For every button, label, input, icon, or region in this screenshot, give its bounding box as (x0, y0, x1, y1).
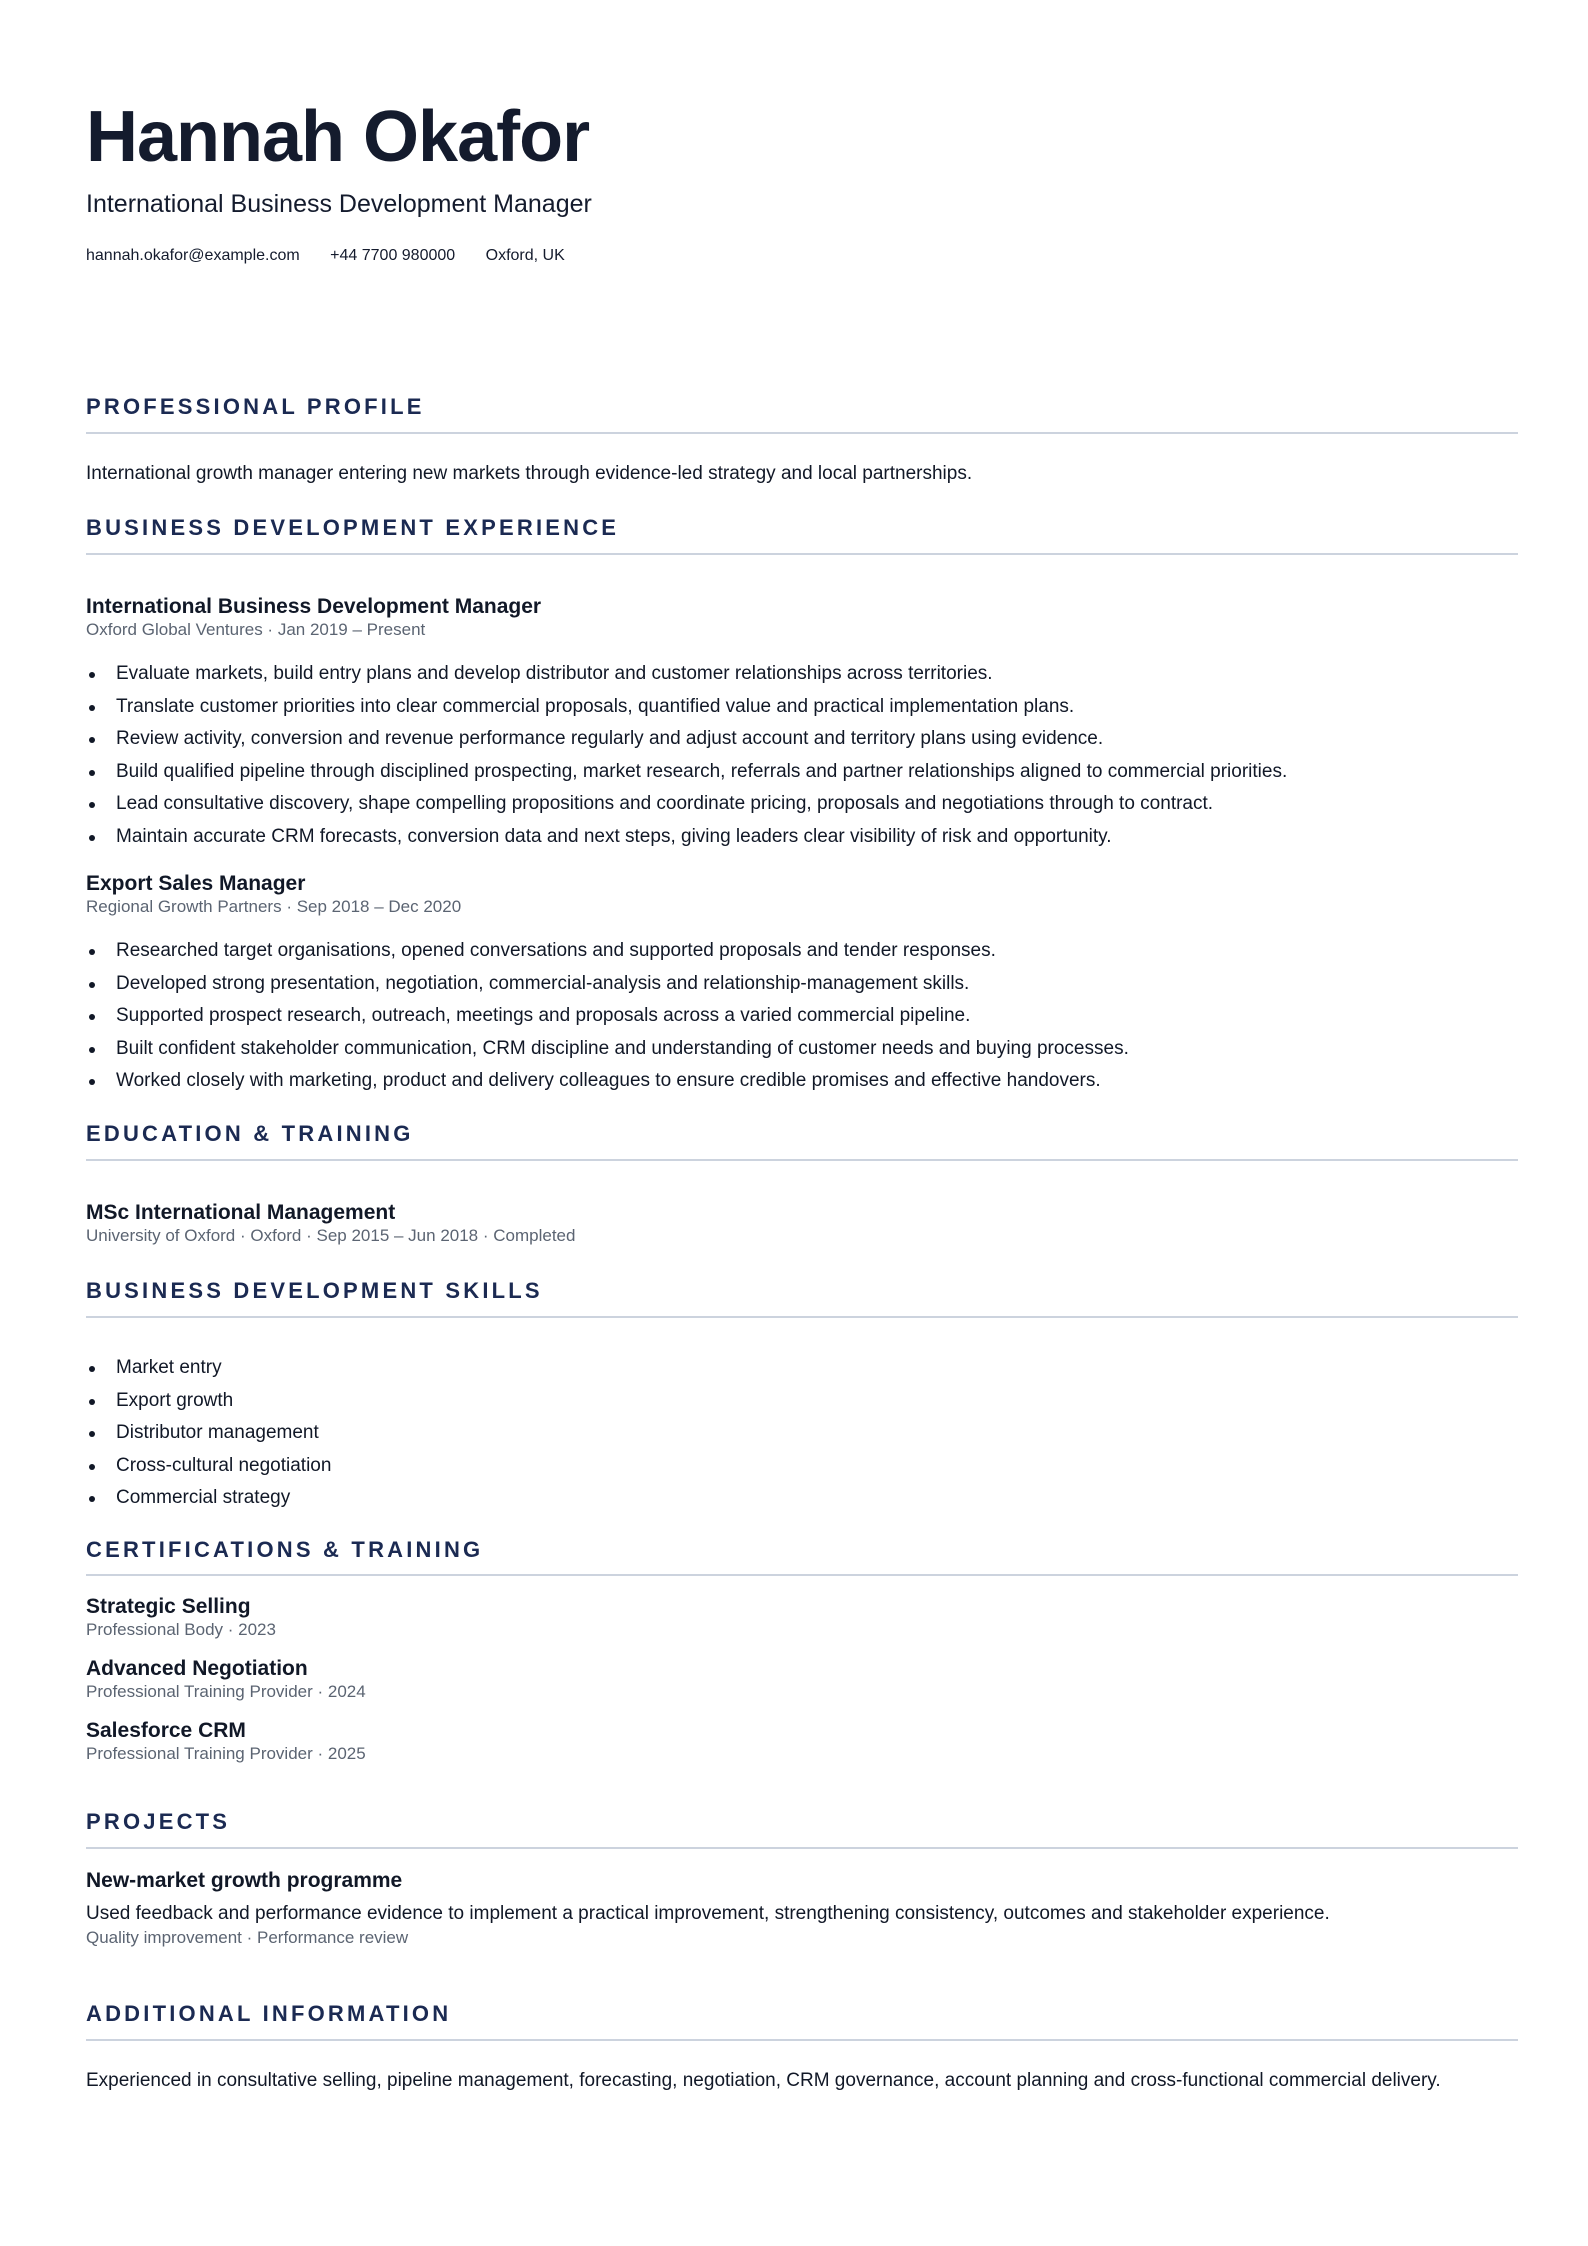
degree-meta: University of Oxford · Oxford · Sep 2015 – Jun 2018 · Completed (86, 1226, 576, 1245)
section-title: PROFESSIONAL PROFILE (86, 394, 425, 419)
section-divider (86, 1574, 1518, 1576)
job-bullets (86, 935, 1129, 1098)
job-meta: Regional Growth Partners · Sep 2018 – Dec 2020 (86, 897, 462, 916)
section-title: CERTIFICATIONS & TRAINING (86, 1537, 484, 1562)
skills-list (86, 1352, 331, 1515)
certification-meta: Professional Training Provider · 2025 (86, 1744, 366, 1763)
section-divider (86, 1847, 1518, 1849)
additional-section (86, 2000, 1518, 2028)
list-item: Developed strong presentation, negotiation, commercial-analysis and relationship-management skills. (86, 968, 1129, 1001)
list-item: Cross-cultural negotiation (86, 1450, 331, 1483)
list-item: Market entry (86, 1352, 331, 1385)
list-item: Translate customer priorities into clear commercial proposals, quantified value and practical implementation plans. (86, 691, 1287, 724)
section-divider (86, 432, 1518, 434)
certification-meta: Professional Body · 2023 (86, 1620, 276, 1639)
section-divider (86, 553, 1518, 555)
profile-section (86, 393, 1518, 421)
job-bullets (86, 658, 1287, 853)
list-item: Build qualified pipeline through disciplined prospecting, market research, referrals and partner relationships aligned to commercial priorities. (86, 756, 1287, 789)
section-title: BUSINESS DEVELOPMENT EXPERIENCE (86, 515, 620, 540)
certification-name: Salesforce CRM (86, 1719, 246, 1742)
list-item: Worked closely with marketing, product and delivery colleagues to ensure credible promises and effective handovers. (86, 1065, 1129, 1098)
section-title: EDUCATION & TRAINING (86, 1121, 414, 1146)
candidate-name: Hannah Okafor (86, 97, 590, 177)
certifications-section (86, 1536, 1518, 1564)
project-name: New-market growth programme (86, 1869, 403, 1892)
list-item: Export growth (86, 1385, 331, 1418)
degree-title: MSc International Management (86, 1201, 396, 1224)
contact-line (86, 245, 591, 267)
section-divider (86, 2039, 1518, 2041)
certification-name: Strategic Selling (86, 1595, 251, 1618)
section-title: ADDITIONAL INFORMATION (86, 2001, 452, 2026)
certification-meta: Professional Training Provider · 2024 (86, 1682, 366, 1701)
education-section (86, 1120, 1518, 1148)
section-divider (86, 1316, 1518, 1318)
contact-location: Oxford, UK (485, 247, 565, 264)
list-item: Researched target organisations, opened conversations and supported proposals and tender responses. (86, 935, 1129, 968)
section-title: PROJECTS (86, 1809, 231, 1834)
job-title: International Business Development Manager (86, 595, 542, 618)
project-description: Used feedback and performance evidence to implement a practical improvement, strengthening consistency, outcomes and stakeholder experience. (86, 1903, 1330, 1924)
list-item: Supported prospect research, outreach, meetings and proposals across a varied commercial pipeline. (86, 1000, 1129, 1033)
profile-summary: International growth manager entering new markets through evidence-led strategy and local partnerships. (86, 463, 973, 484)
certification-name: Advanced Negotiation (86, 1657, 308, 1680)
contact-phone: +44 7700 980000 (330, 247, 456, 264)
list-item: Review activity, conversion and revenue performance regularly and adjust account and territory plans using evidence. (86, 723, 1287, 756)
section-divider (86, 1159, 1518, 1161)
job-title: Export Sales Manager (86, 872, 306, 895)
job-meta: Oxford Global Ventures · Jan 2019 – Present (86, 620, 426, 639)
list-item: Commercial strategy (86, 1482, 331, 1515)
list-item: Evaluate markets, build entry plans and develop distributor and customer relationships across territories. (86, 658, 1287, 691)
list-item: Distributor management (86, 1417, 331, 1450)
project-tags: Quality improvement · Performance review (86, 1928, 409, 1947)
additional-text: Experienced in consultative selling, pipeline management, forecasting, negotiation, CRM governance, account planning and cross-functional commercial delivery. (86, 2070, 1441, 2091)
candidate-headline: International Business Development Manager (86, 190, 592, 218)
list-item: Built confident stakeholder communication, CRM discipline and understanding of customer needs and buying processes. (86, 1033, 1129, 1066)
projects-section (86, 1808, 1518, 1836)
skills-section (86, 1277, 1518, 1305)
experience-section (86, 514, 1518, 542)
list-item: Maintain accurate CRM forecasts, conversion data and next steps, giving leaders clear visibility of risk and opportunity. (86, 821, 1287, 854)
section-title: BUSINESS DEVELOPMENT SKILLS (86, 1278, 543, 1303)
list-item: Lead consultative discovery, shape compelling propositions and coordinate pricing, proposals and negotiations through to contract. (86, 788, 1287, 821)
contact-email: hannah.okafor@example.com (86, 247, 300, 264)
